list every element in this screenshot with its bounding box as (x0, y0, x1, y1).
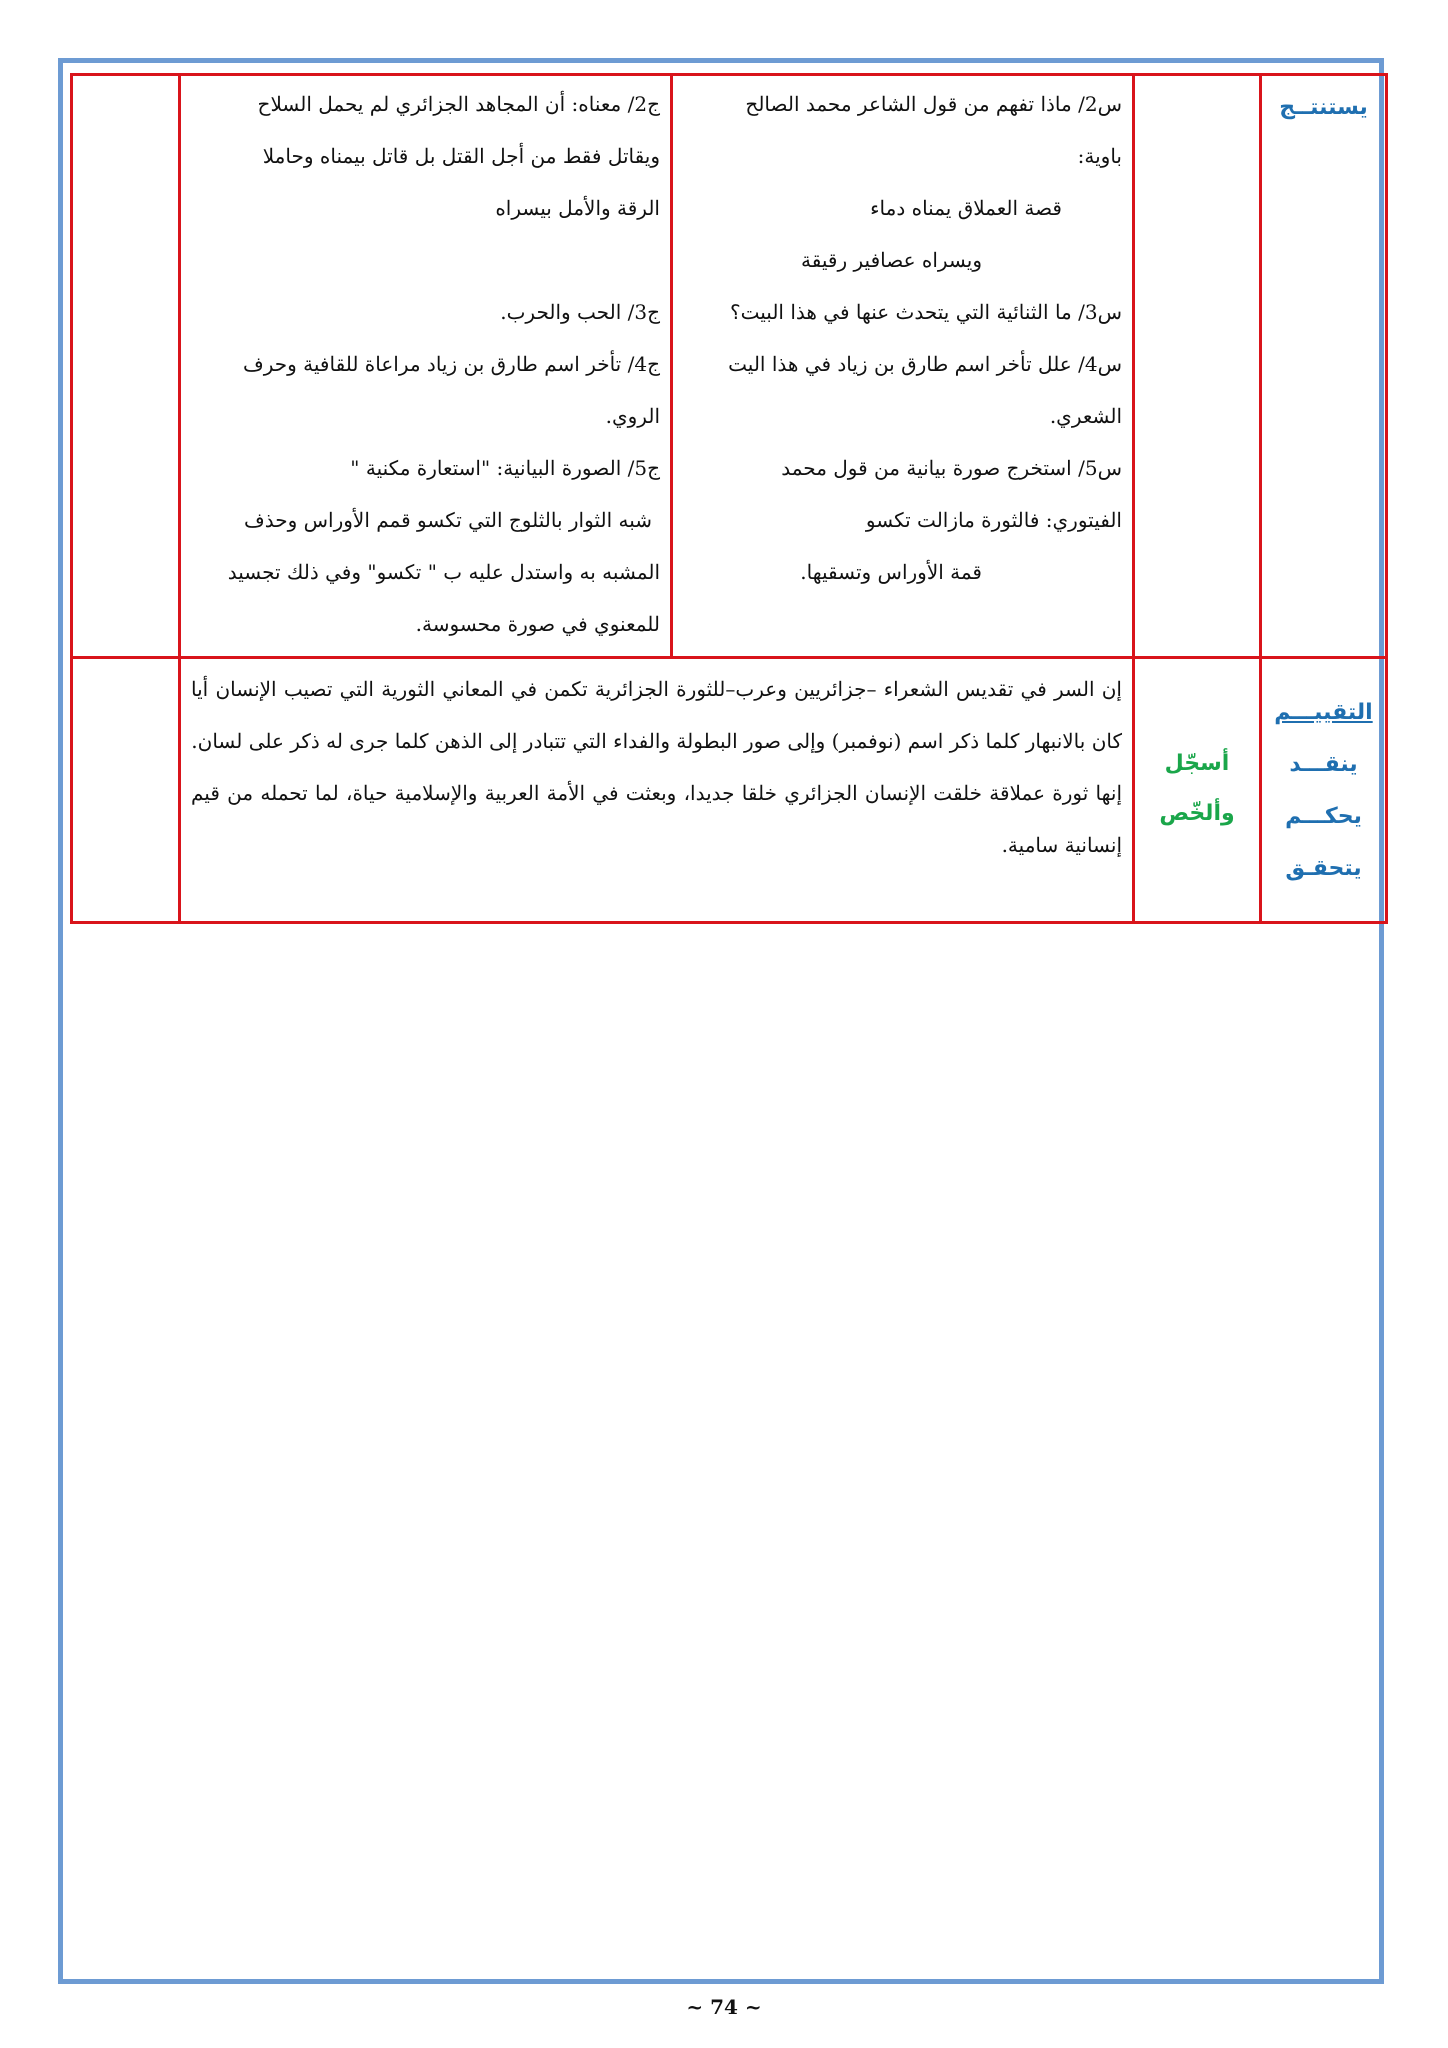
lesson-table (70, 73, 1388, 924)
question-line: س3/ ما الثنائية التي يتحدث عنها في هذا البيت؟ (730, 300, 1122, 324)
answer-line: الرقة والأمل بيسراه (495, 196, 660, 220)
question-line: قمة الأوراس وتسقيها. (800, 560, 982, 584)
answer-line: ج3/ الحب والحرب. (500, 300, 660, 324)
question-line: الشعري. (1049, 404, 1122, 428)
question-line: قصة العملاق يمناه دماء (870, 196, 1062, 220)
evaluation-verb: يحكـــم (1285, 804, 1362, 829)
page-number: ~ 74 ~ (686, 1995, 762, 2019)
evaluation-title: التقييـــم (1274, 700, 1373, 725)
answer-line: ج4/ تأخر اسم طارق بن زياد مراعاة للقافية وحرف (243, 352, 660, 376)
answer-line: شبه الثوار بالثلوج التي تكسو قمم الأوراس وحذف (244, 508, 652, 532)
answer-line (191, 234, 660, 286)
evaluation-verb: يتحقـق (1285, 856, 1362, 881)
table-row (72, 658, 1387, 923)
activity-label (1135, 659, 1259, 839)
answers-text (181, 76, 670, 656)
question-line: الفيتوري: فالثورة مازالت تكسو (865, 508, 1122, 532)
phase-cell (1261, 75, 1387, 658)
summary-cell (180, 658, 1134, 923)
questions-text (673, 76, 1132, 604)
phase-conclude: يستنتــج (1279, 95, 1368, 120)
answers-cell (180, 75, 672, 658)
activity-cell (1134, 75, 1261, 658)
answer-line: ج2/ معناه: أن المجاهد الجزائري لم يحمل السلاح (257, 92, 660, 116)
answer-line: ج5/ الصورة البيانية: "استعارة مكنية " (350, 456, 660, 480)
question-line: ويسراه عصافير رقيقة (801, 248, 982, 272)
blank-cell (72, 658, 180, 923)
question-line: س5/ استخرج صورة بيانية من قول محمد (781, 456, 1122, 480)
answer-line: المشبه به واستدل عليه ب " تكسو" وفي ذلك تجسيد (227, 560, 660, 584)
activity-line: وألخّص (1159, 801, 1235, 826)
phase-cell (1261, 658, 1387, 923)
table-row (72, 75, 1387, 658)
questions-cell (672, 75, 1134, 658)
answer-line: الروي. (605, 404, 660, 428)
blank-cell (72, 75, 180, 658)
activity-line: أسجّل (1164, 751, 1230, 776)
answer-line: ويقاتل فقط من أجل القتل بل قاتل بيمناه وحاملا (262, 144, 660, 168)
evaluation-verb: ينقـــد (1289, 752, 1358, 777)
question-line: س2/ ماذا تفهم من قول الشاعر محمد الصالح (745, 92, 1122, 116)
answer-line: للمعنوي في صورة محسوسة. (415, 612, 660, 636)
question-line: س4/ علل تأخر اسم طارق بن زياد في هذا اليت (728, 352, 1122, 376)
summary-paragraph: إنها ثورة عملاقة خلقت الإنسان الجزائري خلقا جديدا، وبعثت في الأمة العربية والإسلامية حياة، لما تحمله من قيم إنسانية سامية. (191, 781, 1122, 857)
evaluation-phase (1262, 659, 1385, 895)
summary-text (181, 659, 1132, 877)
question-line: باوية: (1077, 144, 1122, 168)
summary-paragraph: إن السر في تقديس الشعراء –جزائريين وعرب–للثورة الجزائرية تكمن في المعاني الثورية التي تصيب الإنسان أيا كان بالانبهار كلما ذكر اسم (نوفمبر) وإلى صور البطولة والفداء التي تتبادر إلى الذهن كلما جرى له ذكر على لسان. (191, 677, 1122, 753)
activity-cell (1134, 658, 1261, 923)
